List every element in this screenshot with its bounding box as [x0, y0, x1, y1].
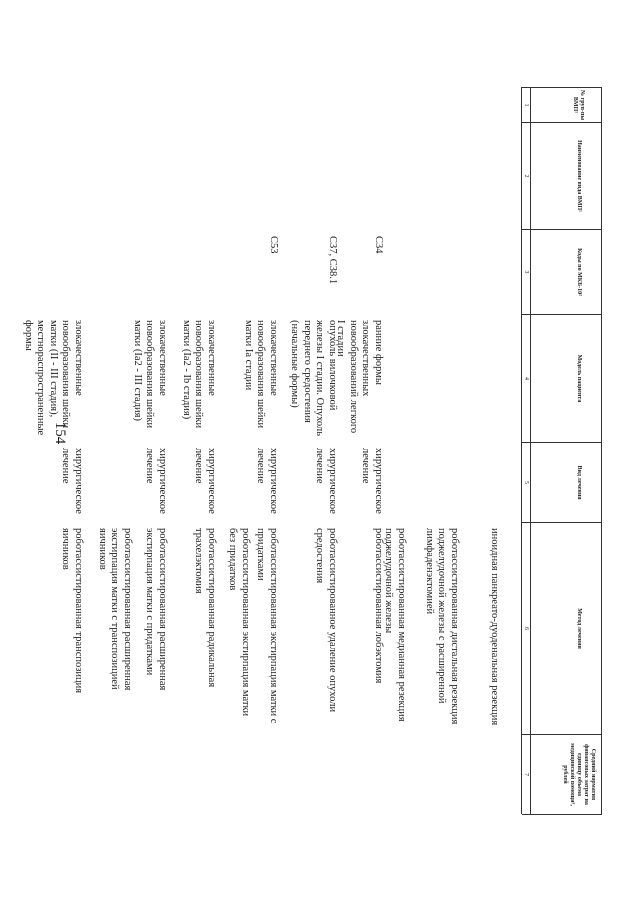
header-treatment-type: Вид лечения: [576, 465, 582, 500]
col-number: 4: [523, 377, 529, 380]
header-divider-rule: [530, 87, 531, 814]
method-text: роботассистированная медианная резекция поджелудочной железы: [383, 528, 407, 722]
col-number: 5: [523, 481, 529, 484]
col-number: 2: [523, 174, 529, 178]
header-patient-model: Модель пациента: [576, 354, 582, 403]
method-text: роботассистированная экстирпация матки без придатков: [227, 528, 251, 717]
treatment-type: хирургическое лечение: [144, 448, 168, 514]
method-text: роботассистированная расширенная экстирпация матки с транспозицией яичников: [97, 528, 133, 691]
header-treatment-method: Метод лечения: [576, 608, 582, 649]
patient-model: опухоль вилочковой железы I стадии. Опухоль переднего средостения (начальные формы): [289, 320, 338, 437]
header-icd-codes: Коды по МКБ-10²: [576, 248, 582, 296]
method-text: роботассистированная транспозиция яичников: [60, 528, 84, 694]
col-number: 3: [523, 270, 529, 274]
patient-model: ранние формы злокачественных новообразований легкого I стадии: [335, 320, 384, 434]
page-number: 154: [52, 421, 68, 445]
header-group-number: № груп-пы ВМП¹: [572, 89, 586, 121]
method-text: иноидная панкреато-дуоденальная резекция: [489, 528, 500, 726]
icd-code: C53: [268, 236, 279, 254]
patient-model: злокачественные новообразования шейки матки (Ia2 - III стадия): [132, 320, 168, 429]
method-text: роботассистированная расширенная экстирпация матки с придатками: [144, 528, 168, 691]
header-vmp-name: Наименование вида ВМП¹: [576, 140, 582, 212]
col-number: 7: [523, 773, 529, 776]
icd-code: C34: [373, 236, 384, 254]
method-text: роботассистированная радикальная трахелэктомия: [193, 528, 217, 688]
method-text: роботассистированная дистальная резекция поджелудочной железы с расширенной лимфаденэктомией: [424, 528, 460, 725]
method-text: роботассистированная экстирпация матки с придатками: [255, 528, 279, 724]
col-line-7: [522, 814, 602, 815]
method-text: роботассистированное удаление опухоли средостения: [314, 528, 338, 713]
patient-model: злокачественные новообразования шейки матки Ia стадии: [243, 320, 279, 429]
col-number: 1: [523, 103, 529, 107]
icd-code: C37, C38.1: [327, 236, 338, 285]
treatment-type: хирургическое лечение: [60, 448, 84, 514]
col-number: 6: [523, 627, 529, 630]
treatment-type: хирургическое лечение: [314, 448, 338, 514]
treatment-type: хирургическое лечение: [193, 448, 217, 514]
treatment-type: хирургическое лечение: [255, 448, 279, 514]
header-cost-norm: Средний норматив финансовых затрат на единицу объема медицинской помощи³, рублей: [562, 743, 596, 806]
treatment-type: хирургическое лечение: [360, 448, 384, 514]
patient-model: злокачественные новообразования шейки матки (II - III стадия), местнораспространенные формы: [23, 320, 84, 436]
patient-model: злокачественные новообразования шейки матки (Ia2 - Ib стадия): [181, 320, 217, 429]
method-text: роботассистированная лобэктомия: [373, 528, 384, 684]
